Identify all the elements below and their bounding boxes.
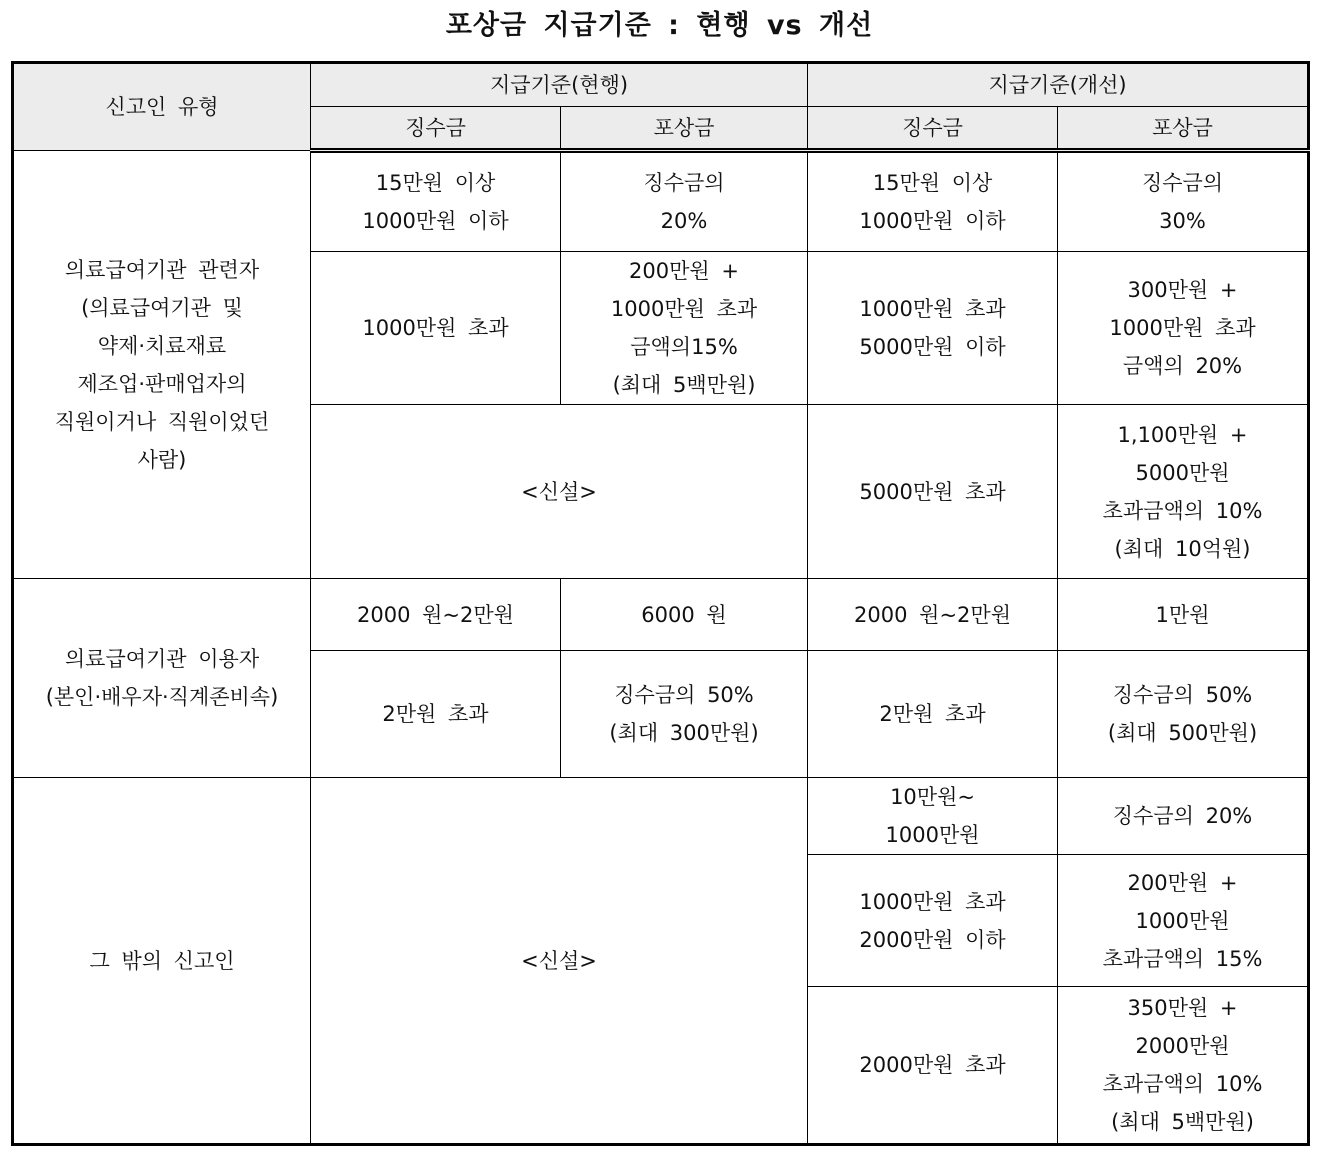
cell-current-collection: 2000 원~2만원 (311, 579, 561, 651)
header-current-reward: 포상금 (561, 107, 808, 151)
cell-new-reward: 징수금의 20% (1058, 778, 1309, 855)
cell-current-new-marker: <신설> (311, 405, 808, 579)
header-current: 지급기준(현행) (311, 63, 808, 107)
cell-new-reward: 1만원 (1058, 579, 1309, 651)
table-row (13, 579, 1309, 651)
cell-current-reward: 6000 원 (561, 579, 808, 651)
cell-current-reward: 징수금의 50% (최대 300만원) (561, 651, 808, 778)
cell-new-collection: 2000 원~2만원 (808, 579, 1058, 651)
cell-new-reward: 300만원 + 1000만원 초과 금액의 20% (1058, 252, 1309, 405)
header-current-collection: 징수금 (311, 107, 561, 151)
cell-current-new-marker: <신설> (311, 778, 808, 1145)
table-row (13, 151, 1309, 252)
header-improved-collection: 징수금 (808, 107, 1058, 151)
reward-criteria-table (11, 61, 1310, 1146)
header-improved-reward: 포상금 (1058, 107, 1309, 151)
cell-new-collection: 15만원 이상 1000만원 이하 (808, 151, 1058, 252)
cell-current-collection: 15만원 이상 1000만원 이하 (311, 151, 561, 252)
cell-new-collection: 5000만원 초과 (808, 405, 1058, 579)
page-title: 포상금 지급기준 : 현행 vs 개선 (445, 10, 874, 41)
group-label-medical-staff: 의료급여기관 관련자 (의료급여기관 및 약제·치료재료 제조업·판매업자의 직원이거나 직원이었던 사람) (13, 151, 311, 579)
cell-new-collection: 2만원 초과 (808, 651, 1058, 778)
cell-current-reward: 징수금의 20% (561, 151, 808, 252)
cell-new-reward: 350만원 + 2000만원 초과금액의 10% (최대 5백만원) (1058, 987, 1309, 1145)
group-label-other: 그 밖의 신고인 (13, 778, 311, 1145)
cell-new-collection: 2000만원 초과 (808, 987, 1058, 1145)
cell-new-reward: 200만원 + 1000만원 초과금액의 15% (1058, 855, 1309, 987)
cell-new-collection: 1000만원 초과 2000만원 이하 (808, 855, 1058, 987)
cell-new-collection: 1000만원 초과 5000만원 이하 (808, 252, 1058, 405)
cell-current-collection: 1000만원 초과 (311, 252, 561, 405)
group-label-medical-user: 의료급여기관 이용자 (본인·배우자·직계존비속) (13, 579, 311, 778)
cell-current-reward: 200만원 + 1000만원 초과 금액의15% (최대 5백만원) (561, 252, 808, 405)
cell-new-reward: 1,100만원 + 5000만원 초과금액의 10% (최대 10억원) (1058, 405, 1309, 579)
cell-new-reward: 징수금의 30% (1058, 151, 1309, 252)
cell-new-reward: 징수금의 50% (최대 500만원) (1058, 651, 1309, 778)
cell-new-collection: 10만원~ 1000만원 (808, 778, 1058, 855)
table-row (13, 778, 1309, 855)
header-improved: 지급기준(개선) (808, 63, 1309, 107)
header-reporter-type: 신고인 유형 (13, 63, 311, 151)
cell-current-collection: 2만원 초과 (311, 651, 561, 778)
